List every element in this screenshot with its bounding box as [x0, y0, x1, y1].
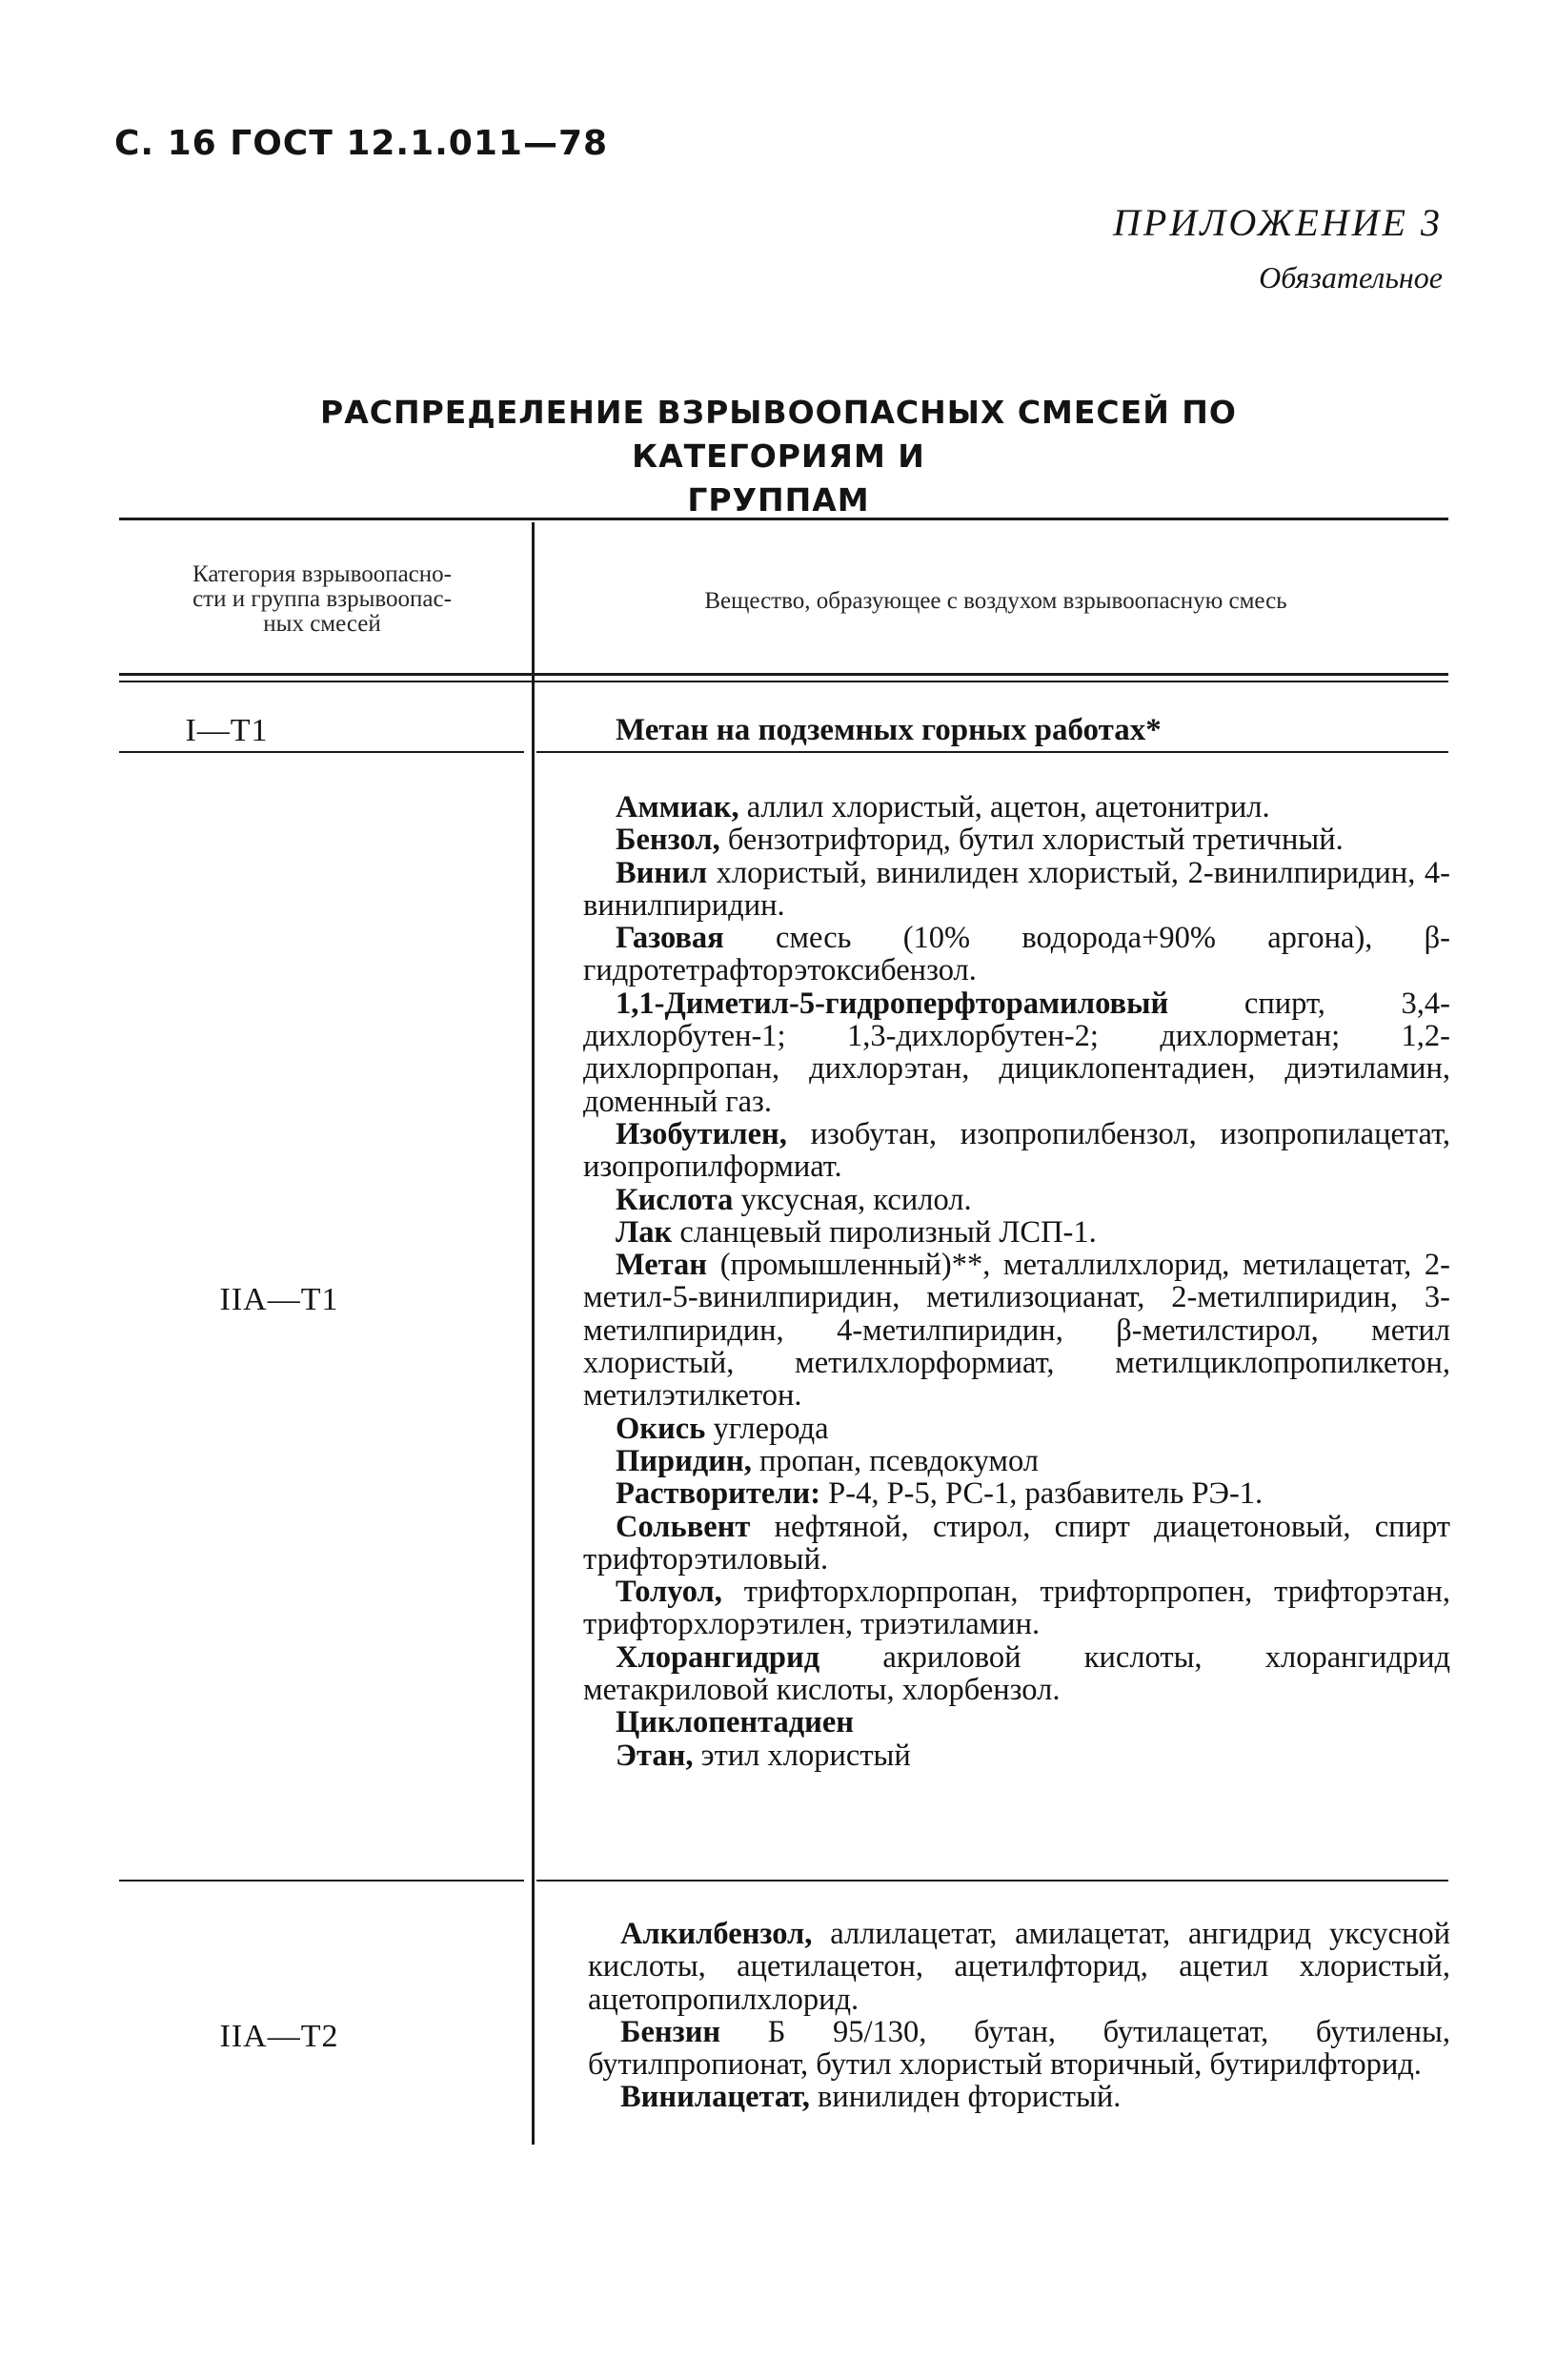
substance-list — [588, 1918, 1450, 2114]
page-header: С. 16 ГОСТ 12.1.011—78 — [114, 124, 609, 163]
substance-row — [616, 713, 1454, 748]
row-separator — [536, 751, 1448, 753]
substance-paragraph: Газовая смесь (10% водорода+90% аргона), β-гидротетрафторэтоксибензол. — [583, 921, 1450, 988]
substance-paragraph: Винилацетат, винилиден фтористый. — [620, 2080, 1122, 2115]
substance-paragraph: Аммиак, аллил хлористый, ацетон, ацетонитрил. — [616, 790, 1270, 824]
table-header-rule-2 — [119, 681, 1448, 682]
substance-paragraph: Алкилбензол, аллилацетат, амилацетат, ангидрид уксусной кислоты, ацетилацетон, ацетилфторид, ацетил хлористый, ацетопропилхлорид. — [588, 1917, 1450, 2017]
substance-paragraph: Бензол, бензотрифторид, бутил хлористый третичный. — [616, 823, 1344, 858]
category-label: IIA—T1 — [219, 1282, 339, 1317]
substance-paragraph: Лак сланцевый пиролизный ЛСП-1. — [616, 1214, 1097, 1250]
substance-paragraph: Кислота уксусная, ксилол. — [616, 1182, 972, 1217]
row-separator — [119, 1880, 524, 1882]
table-column-divider — [532, 522, 535, 2145]
substance-paragraph: Хлорангидрид акриловой кислоты, хлорангидрид метакриловой кислоты, хлорбензол. — [583, 1639, 1450, 1708]
substance-paragraph: Окись углерода — [616, 1411, 829, 1446]
substance-paragraph: Метан (промышленный)**, металлилхлорид, метилацетат, 2-метил-5-винилпиридин, метилизоцианат, 2-метилпиридин, 3-метилпиридин, 4-метилпиридин, β-метилстирол, метил хлористый, метилхлорформиат, метилциклопропилкетон, метилэтилкетон. — [583, 1248, 1450, 1414]
substance-list — [583, 791, 1450, 1772]
table-header-rule — [119, 673, 1448, 676]
substance-paragraph: Циклопентадиен — [616, 1705, 855, 1740]
document-title — [191, 391, 1366, 522]
category-label: IIA—T2 — [219, 2019, 339, 2054]
substance-paragraph: Винил хлористый, винилиден хлористый, 2-винилпиридин, 4-винилпиридин. — [583, 855, 1450, 923]
category-label: I—T1 — [185, 713, 269, 748]
column-header-substance: Вещество, образующее с воздухом взрывоопасную смесь — [704, 588, 1287, 614]
table-top-rule — [119, 518, 1448, 520]
substance-paragraph: Бензин Б 95/130, бутан, бутилацетат, бутилены, бутилпропионат, бутил хлористый вторичный, бутирилфторид. — [588, 2014, 1450, 2083]
substance-paragraph: 1,1-Диметил-5-гидроперфторамиловый спирт, 3,4-дихлорбутен-1; 1,3-дихлорбутен-2; дихлорметан; 1,2-дихлорпропан, дихлорэтан, дициклопентадиен, диэтиламин, доменный газ. — [583, 986, 1450, 1119]
appendix-subtitle: Обязательное — [1259, 260, 1443, 295]
column-header-category: Категория взрывоопасно- сти и группа взрывоопас- ных смесей — [192, 561, 452, 637]
substance-paragraph: Толуол, трифторхлорпропан, трифторпропен, трифторэтан, трифторхлорэтилен, триэтиламин. — [583, 1575, 1450, 1642]
appendix-title: ПРИЛОЖЕНИЕ 3 — [1113, 201, 1443, 244]
row-separator — [119, 751, 524, 753]
document-title-line-1: РАСПРЕДЕЛЕНИЕ ВЗРЫВООПАСНЫХ СМЕСЕЙ ПО КАТЕГОРИЯМ И — [320, 394, 1237, 475]
substance-text: Метан на подземных горных работах* — [616, 713, 1162, 747]
substance-paragraph: Этан, этил хлористый — [616, 1738, 911, 1773]
substance-paragraph: Сольвент нефтяной, стирол, спирт диацетоновый, спирт трифторэтиловый. — [583, 1509, 1450, 1576]
row-separator — [536, 1880, 1448, 1882]
appendix-label — [1113, 200, 1443, 295]
substance-paragraph: Растворители: Р-4, Р-5, РС-1, разбавитель РЭ-1. — [616, 1476, 1264, 1512]
substance-paragraph: Пиридин, пропан, псевдокумол — [616, 1443, 1040, 1478]
substance-paragraph: Изобутилен, изобутан, изопропилбензол, изопропилацетат, изопропилформиат. — [583, 1116, 1450, 1185]
document-title-line-2: ГРУППАМ — [687, 481, 870, 519]
